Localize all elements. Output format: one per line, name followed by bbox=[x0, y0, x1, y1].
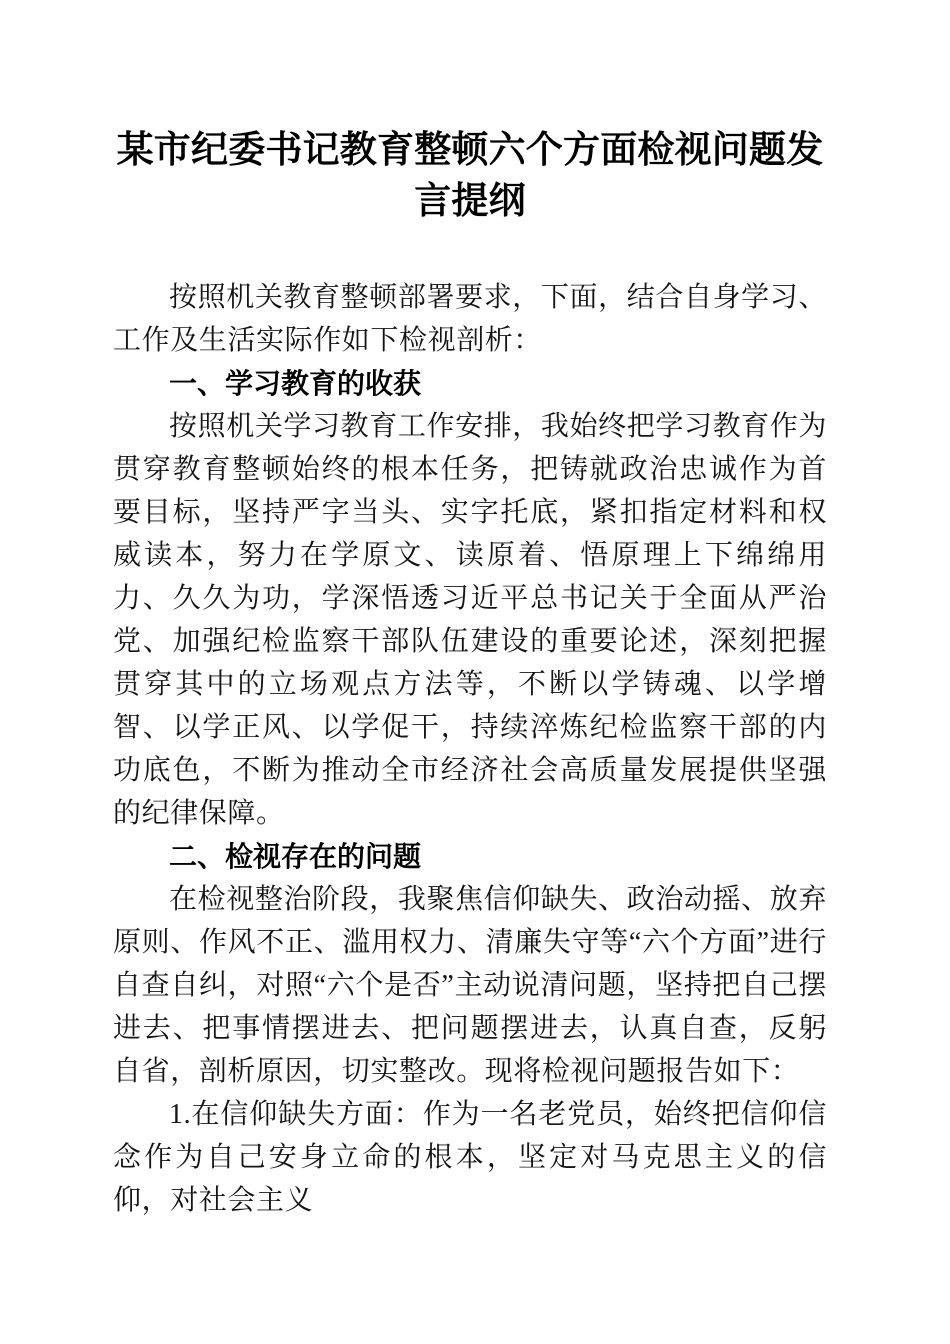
section-1-paragraph-1: 按照机关学习教育工作安排，我始终把学习教育作为贯穿教育整顿始终的根本任务，把铸就政治忠诚作为首要目标，坚持严字当头、实字托底，紧扣指定材料和权威读本，努力在学原文、读原着、悟原理上下绵绵用力、久久为功，学深悟透习近平总书记关于全面从严治党、加强纪检监察干部队伍建设的重要论述，深刻把握贯穿其中的立场观点方法等，不断以学铸魂、以学增智、以学正风、以学促干，持续淬炼纪检监察干部的内功底色，不断为推动全市经济社会高质量发展提供坚强的纪律保障。 bbox=[113, 411, 827, 829]
intro-paragraph: 按照机关教育整顿部署要求，下面，结合自身学习、工作及生活实际作如下检视剖析： bbox=[113, 282, 827, 356]
page-content-area bbox=[113, 0, 827, 1222]
section-heading-1: 一、学习教育的收获 bbox=[169, 367, 422, 400]
title-body-spacer bbox=[113, 227, 827, 276]
page-title: 某市纪委书记教育整顿六个方面检视问题发言提纲 bbox=[116, 130, 824, 222]
section-2-paragraph-1: 在检视整治阶段，我聚焦信仰缺失、政治动摇、放弃原则、作风不正、滥用权力、清廉失守等“六个方面”进行自查自纠，对照“六个是否”主动说清问题，坚持把自己摆进去、把事情摆进去、把问题摆进去，认真自查，反躬自省，剖析原因，切实整改。现将检视问题报告如下： bbox=[113, 884, 827, 1087]
section-2-paragraph-2: 1.在信仰缺失方面：作为一名老党员，始终把信仰信念作为自己安身立命的根本，坚定对马克思主义的信仰，对社会主义 bbox=[113, 1099, 827, 1216]
section-heading-2: 二、检视存在的问题 bbox=[169, 840, 422, 873]
